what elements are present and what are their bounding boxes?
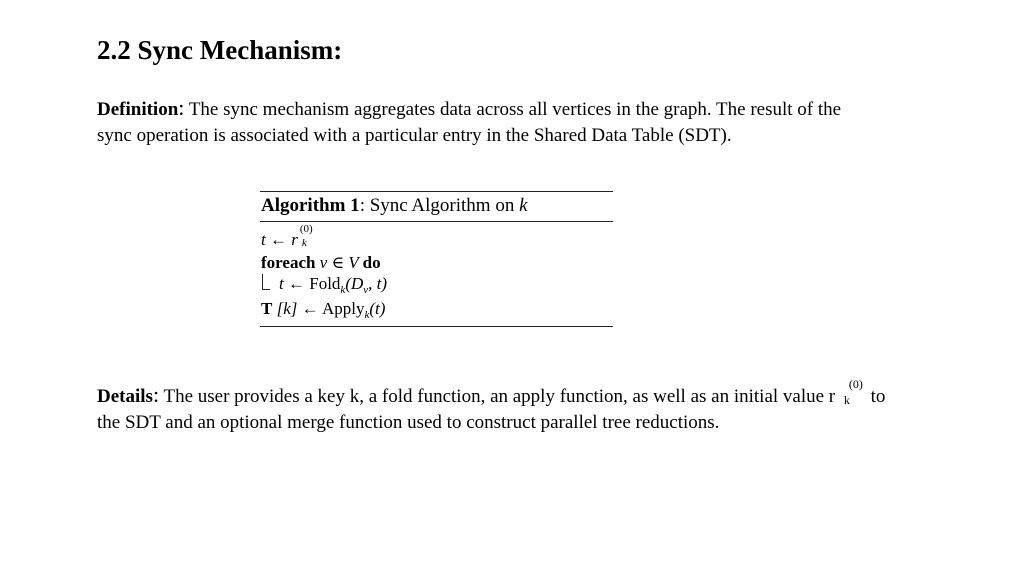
fold-args: (D [345, 274, 364, 293]
apply-func: Apply [321, 299, 365, 318]
details-initial-value-scripts [840, 377, 866, 407]
algorithm-line-init [261, 223, 318, 250]
algorithm-header [261, 195, 528, 217]
algorithm-mid-rule [260, 221, 613, 222]
init-var: r [291, 230, 298, 249]
init-superscript: (0) [299, 223, 313, 235]
apply-subscript: k [364, 309, 370, 321]
algorithm-bottom-rule [260, 326, 613, 327]
fold-args-subscript: v [363, 284, 369, 296]
algorithm-label: Algorithm 1 [261, 195, 360, 216]
details-text-before: The user provides a key k, a fold function, an apply function, as well as an initial value r [159, 386, 840, 407]
definition-colon: : [178, 95, 185, 120]
algorithm-top-rule [260, 191, 613, 192]
foreach-keyword: foreach [261, 253, 316, 272]
details-paragraph [97, 377, 887, 436]
definition-label: Definition [97, 99, 179, 120]
fold-arrow: ← [283, 274, 310, 293]
apply-arrow: ← [297, 299, 322, 318]
page-title: 2.2 Sync Mechanism: [97, 35, 343, 65]
algorithm-line-foreach [261, 253, 381, 273]
loop-bracket-icon [262, 274, 270, 290]
algorithm-caption: : Sync Algorithm on [359, 195, 520, 216]
definition-text: The sync mechanism aggregates data across all vertices in the graph. The result of the sync operation is associated with a particular entry in the Shared Data Table (SDT). [97, 99, 842, 146]
fold-subscript: k [340, 284, 346, 296]
details-text-after: to the SDT and an optional merge function used to construct parallel tree reductions. [97, 386, 886, 433]
algorithm-line-apply [261, 299, 385, 325]
details-colon: : [152, 382, 160, 407]
init-scripts [298, 223, 318, 249]
fold-func: Fold [309, 274, 341, 293]
apply-index: [k] [272, 299, 298, 318]
algorithm-box [260, 190, 613, 328]
init-arrow: ← [265, 230, 292, 249]
algorithm-line-fold [262, 274, 387, 300]
details-superscript: (0) [848, 377, 863, 391]
algorithm-caption-var: k [519, 195, 528, 216]
apply-args: (t) [369, 299, 386, 318]
apply-table: T [261, 299, 273, 318]
fold-lhs: t [279, 274, 284, 293]
do-keyword: do [362, 253, 381, 272]
fold-args-end: , t) [368, 274, 388, 293]
details-label: Details [97, 386, 153, 407]
init-subscript: k [301, 237, 307, 249]
definition-paragraph [97, 95, 877, 149]
init-lhs: t [261, 230, 266, 249]
details-subscript: k [843, 393, 850, 407]
foreach-expr: v ∈ V [315, 253, 363, 272]
